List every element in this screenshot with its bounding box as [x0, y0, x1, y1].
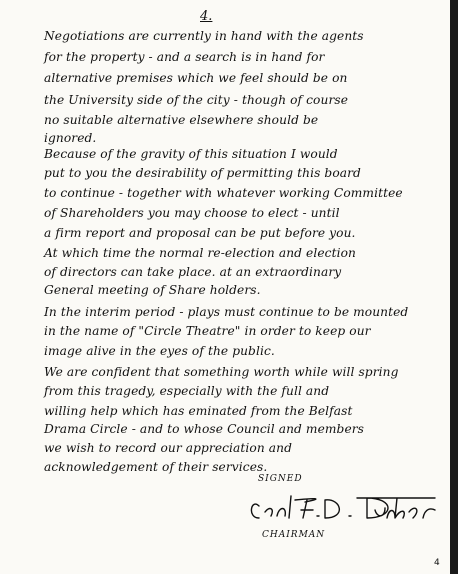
page-edge-shadow	[450, 0, 458, 574]
letter-line: no suitable alternative elsewhere should be	[44, 113, 319, 127]
letter-line: to continue - together with whatever working Committee	[44, 186, 403, 200]
letter-line: the University side of the city - though of course	[44, 93, 349, 107]
letter-line: We are confident that something worth while will spring	[44, 365, 399, 379]
letter-line: Drama Circle - and to whose Council and members	[44, 422, 365, 436]
letter-line: from this tragedy, especially with the full and	[44, 384, 330, 398]
letter-line: General meeting of Share holders.	[44, 283, 261, 297]
letter-line: acknowledgement of their services.	[44, 460, 268, 474]
letter-line: we wish to record our appreciation and	[44, 441, 292, 455]
signed-label: SIGNED	[258, 474, 303, 484]
letter-line: of directors can take place. at an extraordinary	[44, 265, 342, 279]
letter-line: At which time the normal re-election and election	[44, 246, 356, 260]
letter-line: of Shareholders you may choose to elect - until	[44, 206, 340, 220]
letter-line: alternative premises which we feel should be on	[44, 71, 348, 85]
letter-line: In the interim period - plays must continue to be mounted	[44, 305, 409, 319]
letter-line: in the name of "Circle Theatre" in order to keep our	[44, 324, 371, 338]
letter-line: for the property - and a search is in hand for	[44, 50, 325, 64]
letter-line: image alive in the eyes of the public.	[44, 344, 275, 358]
signature-image	[245, 488, 445, 526]
letter-line: Negotiations are currently in hand with the agents	[44, 29, 364, 43]
corner-page-number: 4	[434, 558, 440, 568]
letter-line: willing help which has eminated from the Belfast	[44, 404, 353, 418]
page-number: 4.	[200, 9, 213, 24]
letter-line: Because of the gravity of this situation I would	[44, 147, 338, 161]
letter-line: ignored.	[44, 131, 97, 145]
letter-line: put to you the desirability of permitting this board	[44, 166, 361, 180]
letter-line: a firm report and proposal can be put before you.	[44, 226, 356, 240]
chairman-label: CHAIRMAN	[262, 530, 326, 540]
